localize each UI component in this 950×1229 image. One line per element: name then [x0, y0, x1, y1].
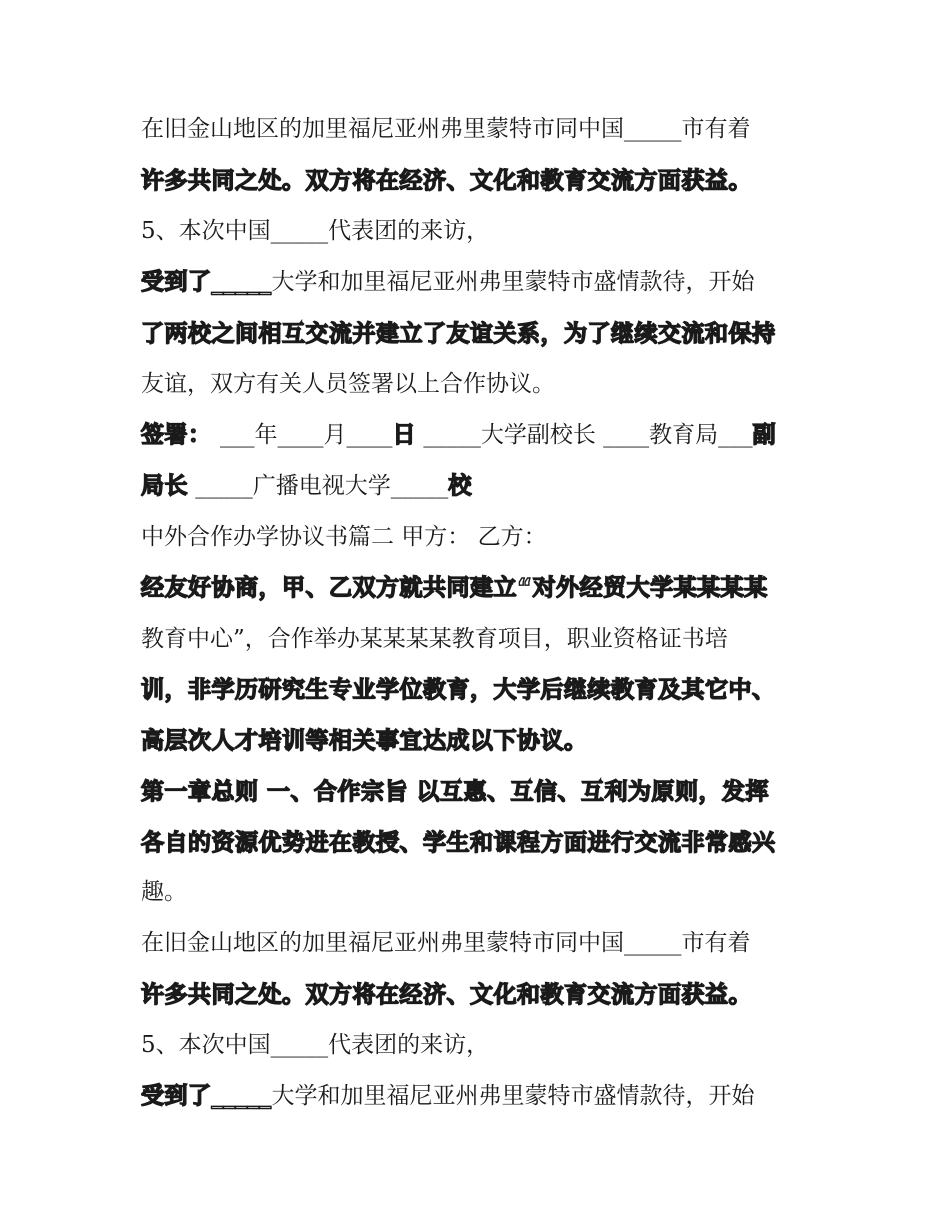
text-line: 各自的资源优势进在教授、学生和课程方面进行交流非常感兴 [141, 830, 776, 856]
text-line: 受到了_____大学和加里福尼亚州弗里蒙特市盛情款待，开始 [141, 1083, 755, 1109]
text-line: 在旧金山地区的加里福尼亚州弗里蒙特市同中国_____市有着 [141, 116, 751, 142]
text-line: 经友好协商，甲、乙双方就共同建立“对外经贸大学某某某某 [141, 575, 768, 601]
text-line: 趣。 [141, 879, 187, 905]
text-line: 5、本次中国_____代表团的来访， [141, 218, 490, 244]
text-line: 友谊，双方有关人员签署以上合作协议。 [141, 371, 555, 397]
text-line: 训，非学历研究生专业学位教育，大学后继续教育及其它中、 [141, 677, 776, 703]
signature-line: 局长 _____广播电视大学_____校 [141, 473, 472, 499]
text-line: 许多共同之处。双方将在经济、文化和教育交流方面获益。 [141, 168, 752, 194]
text-line: 在旧金山地区的加里福尼亚州弗里蒙特市同中国_____市有着 [141, 930, 751, 956]
text-line: 第一章总则 一、合作宗旨 以互惠、互信、互利为原则，发挥 [141, 779, 770, 805]
text-line: 教育中心”，合作举办某某某某教育项目，职业资格证书培 [141, 626, 728, 652]
section-heading: 中外合作办学协议书篇二 甲方： 乙方： [141, 524, 547, 550]
text-line: 高层次人才培训等相关事宜达成以下协议。 [141, 728, 588, 754]
text-line: 受到了_____大学和加里福尼亚州弗里蒙特市盛情款待，开始 [141, 269, 755, 295]
text-line: 了两校之间相互交流并建立了友谊关系，为了继续交流和保持 [141, 321, 776, 347]
text-line: 5、本次中国_____代表团的来访， [141, 1032, 490, 1058]
text-line: 许多共同之处。双方将在经济、文化和教育交流方面获益。 [141, 982, 752, 1008]
signature-line: 签署： ___年____月____日 _____大学副校长 ____教育局___副 [141, 422, 777, 448]
